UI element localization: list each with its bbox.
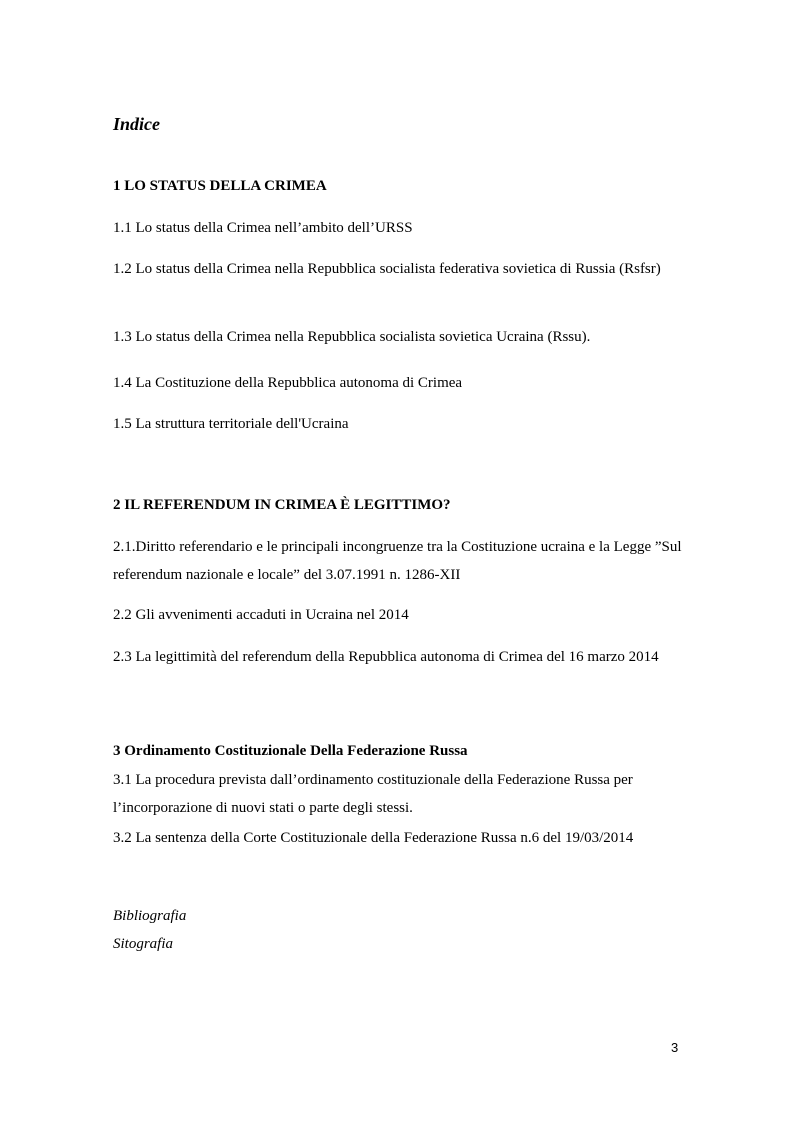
chapter-2-heading: 2 IL REFERENDUM IN CRIMEA È LEGITTIMO? xyxy=(113,497,451,513)
toc-entry-1-1: 1.1 Lo status della Crimea nell’ambito dell’URSS xyxy=(113,220,413,236)
index-title: Indice xyxy=(113,114,160,134)
toc-entry-3-1: 3.1 La procedura prevista dall’ordinamento costituzionale della Federazione Russa per l’incorporazione di nuovi stati o parte degli stessi. xyxy=(113,772,633,816)
toc-entry-1-3: 1.3 Lo status della Crimea nella Repubblica socialista sovietica Ucraina (Rssu). xyxy=(113,329,591,345)
toc-entry-1-5: 1.5 La struttura territoriale dell'Ucraina xyxy=(113,416,349,432)
chapter-3-heading: 3 Ordinamento Costituzionale Della Federazione Russa xyxy=(113,743,468,759)
toc-entry-1-2: 1.2 Lo status della Crimea nella Repubblica socialista federativa sovietica di Russia (Rsfsr) xyxy=(113,261,661,277)
toc-entry-1-4: 1.4 La Costituzione della Repubblica autonoma di Crimea xyxy=(113,375,463,391)
bibliography-label: Bibliografia xyxy=(113,908,187,924)
toc-entry-2-3: 2.3 La legittimità del referendum della Repubblica autonoma di Crimea del 16 marzo 2014 xyxy=(113,649,659,665)
toc-entry-2-1: 2.1.Diritto referendario e le principali incongruenze tra la Costituzione ucraina e la Legge ”Sul referendum nazionale e locale” del 3.07.1991 n. 1286-XII xyxy=(113,539,682,583)
page-number: 3 xyxy=(671,1040,679,1055)
toc-entry-3-2: 3.2 La sentenza della Corte Costituzionale della Federazione Russa n.6 del 19/03/2014 xyxy=(113,830,634,846)
chapter-1-heading: 1 LO STATUS DELLA CRIMEA xyxy=(113,178,327,194)
toc-entry-2-2: 2.2 Gli avvenimenti accaduti in Ucraina nel 2014 xyxy=(113,607,409,623)
sitography-label: Sitografia xyxy=(113,936,174,952)
